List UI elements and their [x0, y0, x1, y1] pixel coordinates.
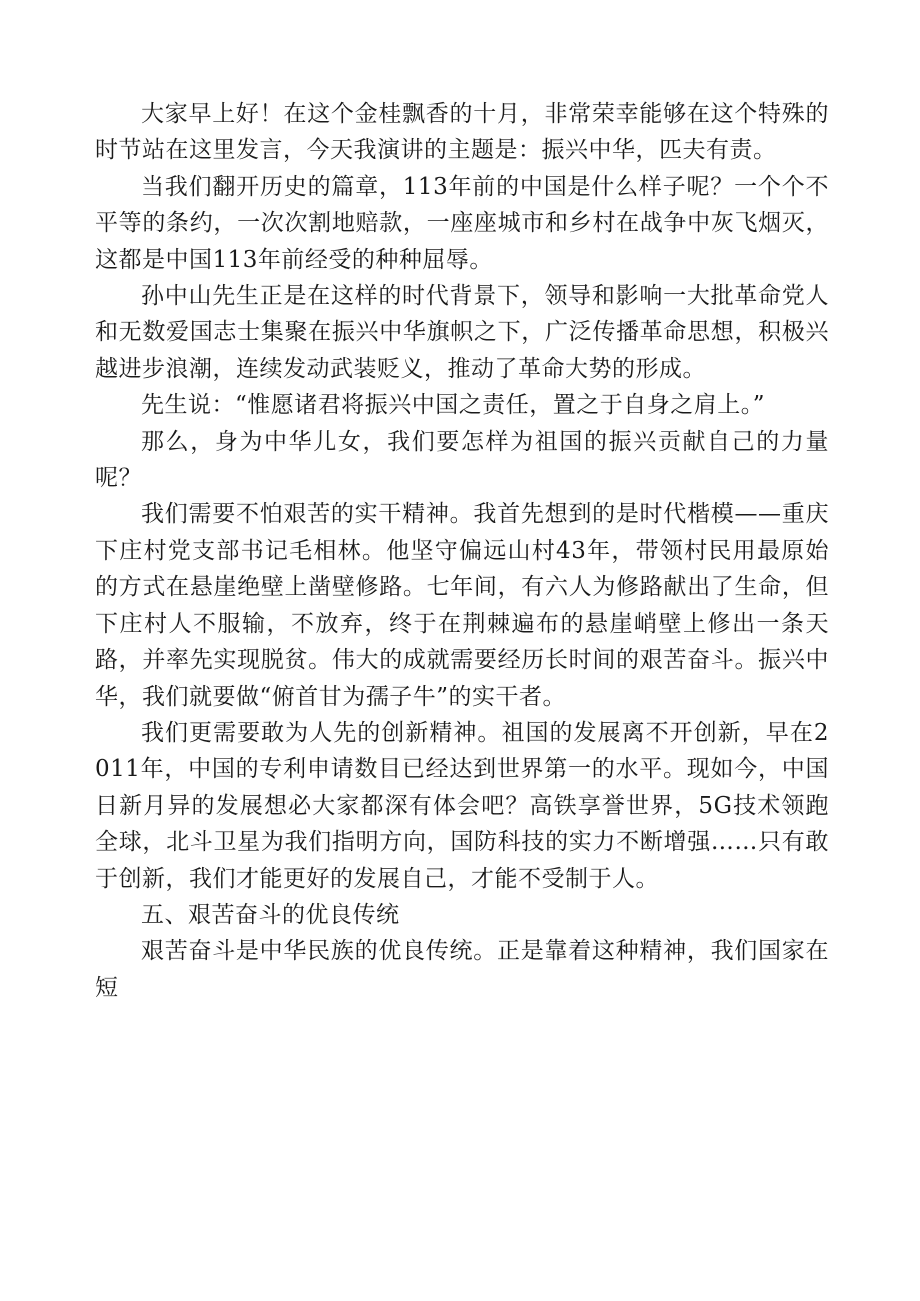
paragraph-innovation: 我们更需要敢为人先的创新精神。祖国的发展离不开创新，早在2011年，中国的专利申请数目已经达到世界第一的水平。现如今，中国日新月异的发展想必大家都深有体会吧？高铁享誉世界，5G技术领跑全球，北斗卫星为我们指明方向，国防科技的实力不断增强……只有敢于创新，我们才能更好的发展自己，才能不受制于人。	[95, 719, 829, 892]
paragraph-greeting: 大家早上好！在这个金桂飘香的十月，非常荣幸能够在这个特殊的时节站在这里发言，今天我演讲的主题是：振兴中华，匹夫有责。	[95, 101, 829, 164]
paragraph-sun-yat-sen: 孙中山先生正是在这样的时代背景下，领导和影响一大批革命党人和无数爱国志士集聚在振兴中华旗帜之下，广泛传播革命思想，积极兴越进步浪潮，连续发动武装贬义，推动了革命大势的形成。	[95, 283, 829, 382]
document-page	[95, 96, 829, 1006]
paragraph-question: 那么，身为中华儿女，我们要怎样为祖国的振兴贡献自己的力量呢？	[95, 428, 829, 492]
paragraph-history: 当我们翻开历史的篇章，113年前的中国是什么样子呢？一个个不平等的条约，一次次割地赔款，一座座城市和乡村在战争中灰飞烟灭，这都是中国113年前经受的种种屈辱。	[95, 173, 829, 273]
section-heading: 五、艰苦奋斗的优良传统	[141, 901, 400, 928]
paragraph-hard-work: 我们需要不怕艰苦的实干精神。我首先想到的是时代楷模——重庆下庄村党支部书记毛相林。他坚守偏远山村43年，带领村民用最原始的方式在悬崖绝壁上凿壁修路。七年间，有六人为修路献出了生命，但下庄村人不服输，不放弃，终于在荆棘遍布的悬崖峭壁上修出一条天路，并率先实现脱贫。伟大的成就需要经历长时间的艰苦奋斗。振兴中华，我们就要做“俯首甘为孺子牛”的实干者。	[95, 501, 829, 710]
paragraph-tradition: 艰苦奋斗是中华民族的优良传统。正是靠着这种精神，我们国家在短	[95, 938, 829, 1001]
paragraph-quote: 先生说：“惟愿诸君将振兴中国之责任，置之于自身之肩上。”	[141, 392, 766, 419]
